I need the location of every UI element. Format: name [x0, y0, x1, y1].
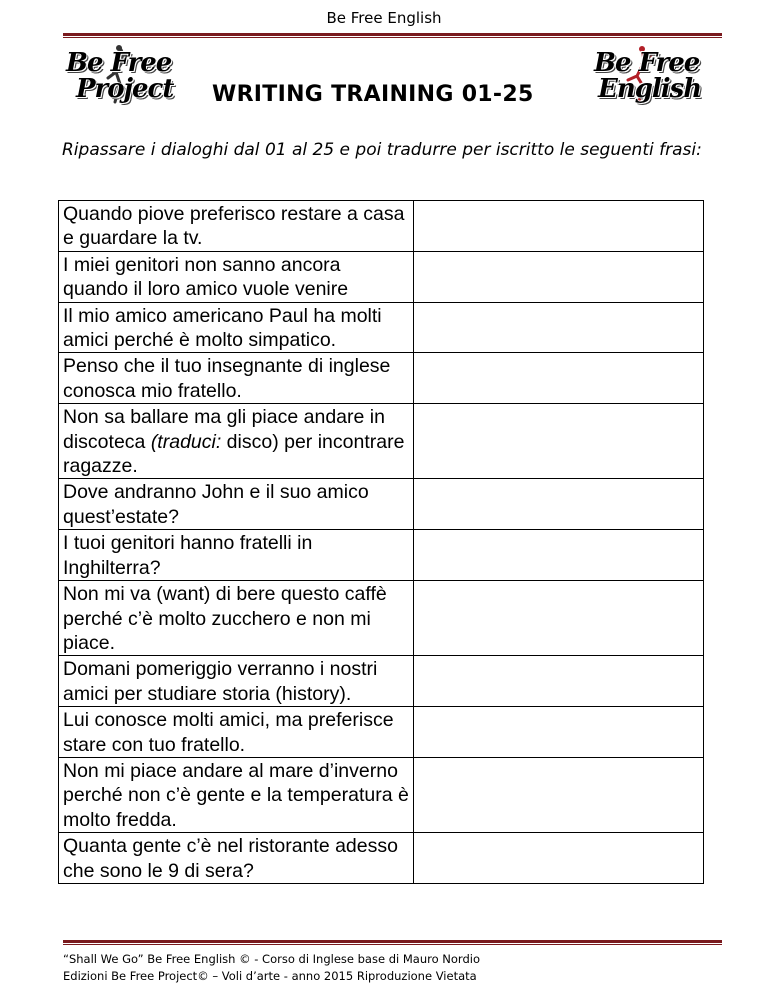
footer-rule [63, 940, 722, 945]
sentence-cell: I tuoi genitori hanno fratelli in Inghilterra? [59, 530, 414, 581]
sentence-cell: Dove andranno John e il suo amico quest’estate? [59, 479, 414, 530]
answer-cell[interactable] [414, 404, 704, 479]
table-row [59, 251, 704, 302]
sentence-cell: I miei genitori non sanno ancora quando il loro amico vuole venire [59, 251, 414, 302]
sentence-cell: Penso che il tuo insegnante di inglese conosca mio fratello. [59, 353, 414, 404]
sentence-cell: Quando piove preferisco restare a casa e guardare la tv. [59, 201, 414, 252]
sentence-cell: Il mio amico americano Paul ha molti amici perché è molto simpatico. [59, 302, 414, 353]
answer-cell[interactable] [414, 530, 704, 581]
table-row [59, 833, 704, 884]
be-free-english-logo [592, 44, 717, 106]
footer-line-2: Edizioni Be Free Project© – Voli d’arte - anno 2015 Riproduzione Vietata [63, 969, 477, 983]
answer-cell[interactable] [414, 201, 704, 252]
logo-left-line2: Project [76, 74, 174, 104]
answer-cell[interactable] [414, 251, 704, 302]
sentence-cell: Quanta gente c’è nel ristorante adesso che sono le 9 di sera? [59, 833, 414, 884]
answer-cell[interactable] [414, 353, 704, 404]
answer-cell[interactable] [414, 302, 704, 353]
table-row [59, 581, 704, 656]
table-row [59, 707, 704, 758]
sentence-cell: Lui conosce molti amici, ma preferisce stare con tuo fratello. [59, 707, 414, 758]
sentence-cell: Non mi va (want) di bere questo caffè perché c’è molto zucchero e non mi piace. [59, 581, 414, 656]
answer-cell[interactable] [414, 479, 704, 530]
page-title: WRITING TRAINING 01-25 [212, 82, 534, 107]
answer-cell[interactable] [414, 833, 704, 884]
answer-cell[interactable] [414, 656, 704, 707]
translation-table [58, 200, 704, 884]
sentence-cell: Domani pomeriggio verranno i nostri amici per studiare storia (history). [59, 656, 414, 707]
logo-left-line1: Be Free [66, 48, 172, 78]
page-header: Be Free English [326, 9, 442, 27]
instructions: Ripassare i dialoghi dal 01 al 25 e poi tradurre per iscritto le seguenti frasi: [62, 140, 702, 160]
logo-right-line1: Be Free [594, 48, 700, 78]
table-row [59, 353, 704, 404]
sentence-text: disco) per incontrare ragazze. [63, 430, 405, 478]
table-row [59, 656, 704, 707]
logo-right-line2: English [598, 74, 702, 104]
sentence-cell [59, 404, 414, 479]
sentence-text: Non sa ballare ma gli piace andare in discoteca [63, 406, 385, 453]
be-free-project-logo [62, 44, 187, 106]
table-row [59, 757, 704, 832]
table-row [59, 201, 704, 252]
table-row [59, 302, 704, 353]
table-row [59, 530, 704, 581]
table-row [59, 404, 704, 479]
header-rule [63, 33, 722, 38]
sentence-cell: Non mi piace andare al mare d’inverno perché non c’è gente e la temperatura è molto fredda. [59, 757, 414, 832]
answer-cell[interactable] [414, 581, 704, 656]
answer-cell[interactable] [414, 707, 704, 758]
table-row [59, 479, 704, 530]
answer-cell[interactable] [414, 757, 704, 832]
footer [63, 951, 763, 985]
sentence-italic-note: (traduci: [150, 430, 222, 453]
footer-line-1: “Shall We Go” Be Free English © - Corso di Inglese base di Mauro Nordio [63, 952, 480, 966]
